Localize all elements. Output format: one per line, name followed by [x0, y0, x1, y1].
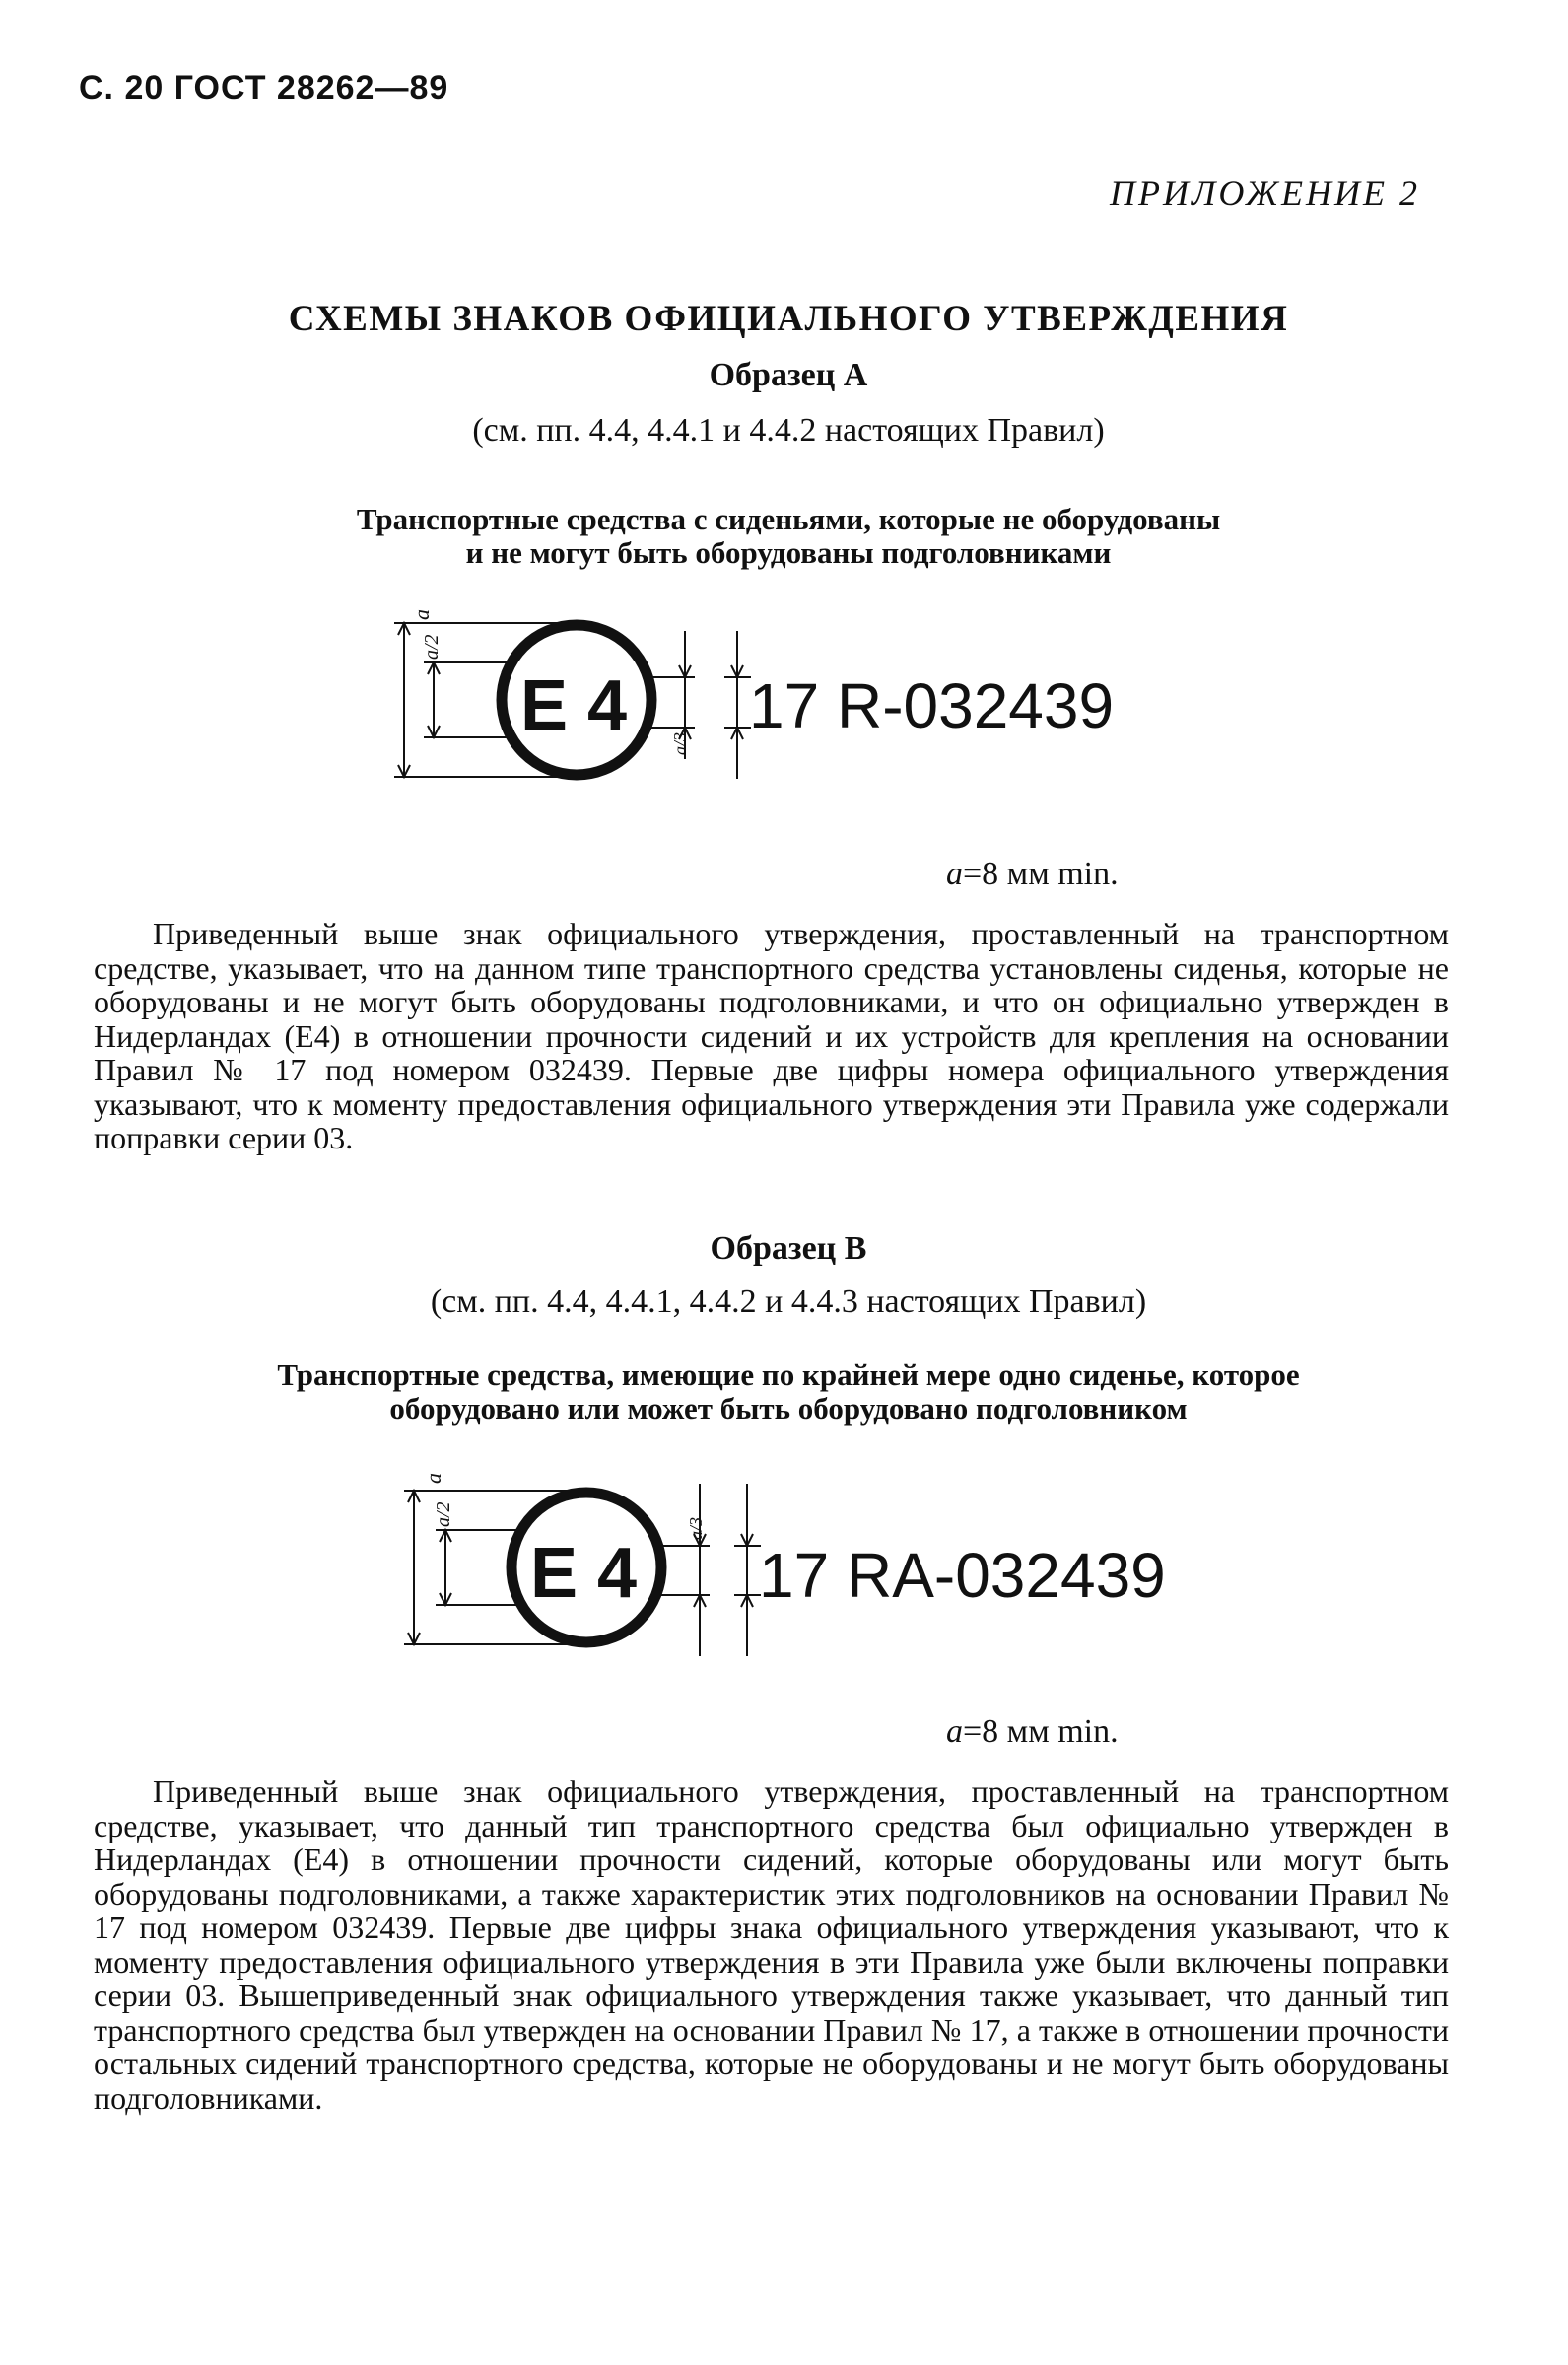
formula-a	[946, 856, 1119, 893]
formula-b-var: a	[946, 1713, 963, 1750]
sample-b-paragraph: Приведенный выше знак официального утверждения, проставленный на транспортном средстве, указывает, что данный тип транспортного средства был официально утвержден в Нидерландах (Е4) в отношении прочности сидений, которые оборудованы или могут быть оборудованы подголовниками, а также характеристик этих подголовников на основании Правил № 17 под номером 032439. Первые две цифры знака официального утверждения указывают, что к моменту предоставления официального утверждения в эти Правила уже были включены поправки серии 03. Вышеприведенный знак официального утверждения также указывает, что данный тип транспортного средства был утвержден на основании Правил № 17, а также в отношении прочности остальных сидений транспортного средства, которые не оборудованы и не могут быть оборудованы подголовниками.	[94, 1774, 1449, 2116]
formula-b-value: =8 мм min.	[963, 1713, 1119, 1750]
dim-label-third: a/3	[686, 1516, 706, 1540]
running-head: С. 20 ГОСТ 28262—89	[79, 69, 449, 106]
sample-b-subheading-line1: Транспортные средства, имеющие по крайней мере одно сиденье, которое	[277, 1357, 1300, 1392]
dim-label-a: a	[421, 1473, 445, 1484]
sample-a-paragraph: Приведенный выше знак официального утверждения, проставленный на транспортном средстве, указывает, что на данном типе транспортного средства установлены сиденья, которые не оборудованы и не могут быть оборудованы подголовниками, и что он официально утвержден в Нидерландах (Е4) в отношении прочности сидений и их устройств для крепления на основании Правил № 17 под номером 032439. Первые две цифры номера официального утверждения указывают, что к моменту предоставления официального утверждения эти Правила уже содержали поправки серии 03.	[94, 916, 1449, 1155]
sample-a-subheading-line1: Транспортные средства с сиденьями, которые не оборудованы	[356, 502, 1221, 536]
sample-a-label: Образец А	[709, 357, 868, 393]
dim-label-third: a/3	[670, 731, 690, 755]
formula-b	[946, 1713, 1119, 1751]
formula-a-value: =8 мм min.	[963, 856, 1119, 892]
sample-a-reference: (см. пп. 4.4, 4.4.1 и 4.4.2 настоящих Правил)	[472, 412, 1105, 449]
appendix-label: ПРИЛОЖЕНИЕ 2	[1110, 174, 1420, 213]
sample-b-reference: (см. пп. 4.4, 4.4.1, 4.4.2 и 4.4.3 настоящих Правил)	[430, 1284, 1147, 1320]
approval-mark-b	[375, 1473, 1202, 1686]
dim-label-half: a/2	[433, 1501, 454, 1527]
formula-a-var: a	[946, 856, 963, 892]
approval-number: 17 RA-032439	[759, 1540, 1166, 1611]
sample-b-subheading-line2: оборудовано или может быть оборудовано подголовником	[389, 1391, 1188, 1426]
country-code: E 4	[520, 666, 628, 745]
sample-a-subheading-line2: и не могут быть оборудованы подголовниками	[465, 535, 1112, 570]
country-code: E 4	[530, 1534, 638, 1613]
approval-number: 17 R-032439	[749, 670, 1115, 741]
dim-label-a: a	[409, 609, 434, 620]
sample-b-label: Образец В	[710, 1230, 867, 1267]
sample-b-subheading	[148, 1358, 1429, 1426]
approval-mark-a	[375, 611, 1202, 818]
page-title: СХЕМЫ ЗНАКОВ ОФИЦИАЛЬНОГО УТВЕРЖДЕНИЯ	[288, 299, 1289, 339]
sample-a-subheading	[148, 503, 1429, 570]
dim-label-half: a/2	[421, 634, 443, 660]
